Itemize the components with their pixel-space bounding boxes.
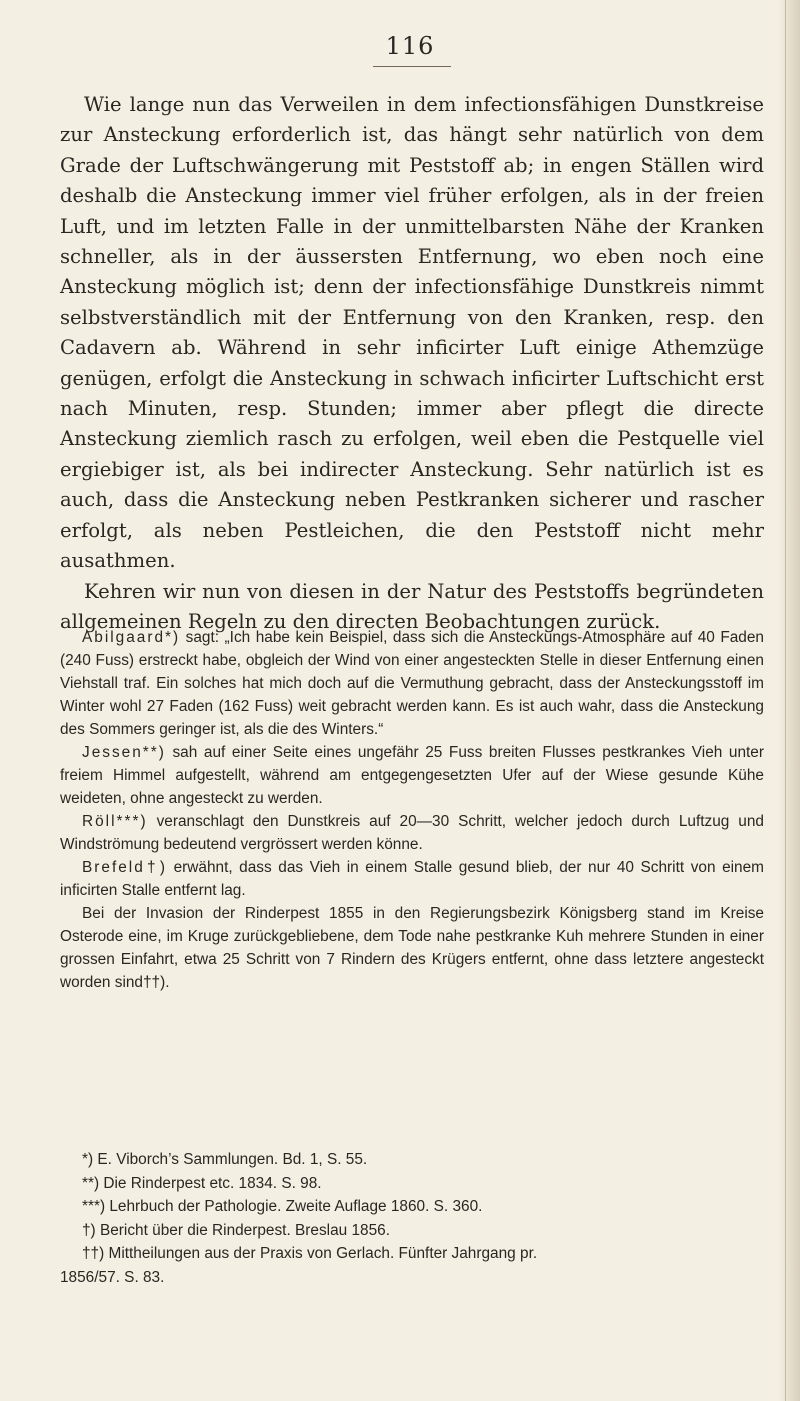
footnote: ††) Mittheilungen aus der Praxis von Gerlach. Fünfter Jahrgang pr. — [82, 1245, 538, 1263]
page-edge-shadow — [778, 0, 800, 1401]
main-paragraph: Kehren wir nun von diesen in der Natur des Peststoffs begründeten allgemeinen Regeln zu den directen Beobachtungen zurück. — [60, 579, 764, 633]
page-number: 116 — [385, 32, 435, 60]
author-name: Brefeld†) — [82, 859, 168, 876]
footnote: †) Bericht über die Rinderpest. Breslau 1856. — [82, 1221, 390, 1239]
main-paragraph: Wie lange nun das Verweilen in dem infectionsfähigen Dunstkreise zur Ansteckung erforderlich ist, das hängt sehr natürlich von dem Grade der Luftschwängerung mit Peststoff ab; in engen Ställen wird deshalb die Ansteckung immer viel früher erfolgen, als in der freien Luft, und im letzten Falle in der unmittelbarsten Nähe der Kranken schneller, als in der äussersten Entfernung, wo eben noch eine Ansteckung möglich ist; denn der infectionsfähige Dunstkreis nimmt selbstverständlich mit der Entfernung von den Kranken, resp. den Cadavern ab. Während in sehr inficirter Luft einige Athemzüge genügen, erfolgt die Ansteckung in schwach inficirter Luftschicht erst nach Minuten, resp. Stunden; immer aber pflegt die directe Ansteckung ziemlich rasch zu erfolgen, weil eben die Pestquelle viel ergiebiger ist, als bei indirecter Ansteckung. Sehr natürlich ist es auch, dass die Ansteckung neben Pestkranken sicherer und rascher erfolgt, als neben Pestleichen, die den Peststoff nicht mehr ausathmen. — [60, 93, 764, 573]
author-name: Jessen**) — [82, 744, 166, 761]
observation-paragraph: Abilgaard*) sagt: „Ich habe kein Beispiel, dass sich die Ansteckungs-Atmosphäre auf 40 Faden (240 Fuss) erstreckt habe, obgleich der Wind von einer angesteckten Stelle in dieser Entfernung einen Viehstall traf. Ein solches hat mich doch auf die Vermuthung gebracht, dass der Ansteckungsstoff im Winter wohl 27 Faden (162 Fuss) weit gebracht werden kann. Es ist auch wahr, dass die Ansteckung des Sommers geringer ist, als die des Winters.“ — [60, 629, 764, 738]
footnotes — [60, 1148, 764, 1290]
observation-paragraph: Röll***) veranschlagt den Dunstkreis auf 20—30 Schritt, welcher jedoch durch Luftzug und Windströmung bedeutend vergrössert werden könne. — [60, 813, 764, 853]
author-name: Abilgaard*) — [82, 629, 181, 646]
footnote: *) E. Viborch’s Sammlungen. Bd. 1, S. 55. — [82, 1151, 368, 1168]
quoted-observations — [60, 626, 764, 994]
observation-paragraph: Brefeld†) erwähnt, dass das Vieh in einem Stalle gesund blieb, der nur 40 Schritt von einem inficirten Stalle entfernt lag. — [60, 859, 764, 899]
footnote: **) Die Rinderpest etc. 1834. S. 98. — [82, 1174, 322, 1192]
main-text — [60, 90, 764, 637]
page-edge-line — [785, 0, 786, 1401]
author-name: Röll***) — [82, 813, 148, 830]
observation-paragraph: Jessen**) sah auf einer Seite eines ungefähr 25 Fuss breiten Flusses pestkrankes Vieh unter freiem Himmel aufgestellt, während am entgegengesetzten Ufer auf der Wiese gesunde Kühe weideten, ohne angesteckt zu werden. — [60, 744, 764, 807]
observation-paragraph: Bei der Invasion der Rinderpest 1855 in den Regierungsbezirk Königsberg stand im Kreise Osterode eine, im Kruge zurückgebliebene, dem Tode nahe pestkranke Kuh mehrere Stunden in einer grossen Einfahrt, etwa 25 Schritt von 7 Rindern des Krügers entfernt, ohne dass letztere angesteckt worden sind††). — [60, 905, 764, 991]
footnote-continuation: 1856/57. S. 83. — [60, 1268, 165, 1286]
footnote: ***) Lehrbuch der Pathologie. Zweite Auflage 1860. S. 360. — [82, 1198, 483, 1216]
page-number-rule — [373, 66, 451, 67]
